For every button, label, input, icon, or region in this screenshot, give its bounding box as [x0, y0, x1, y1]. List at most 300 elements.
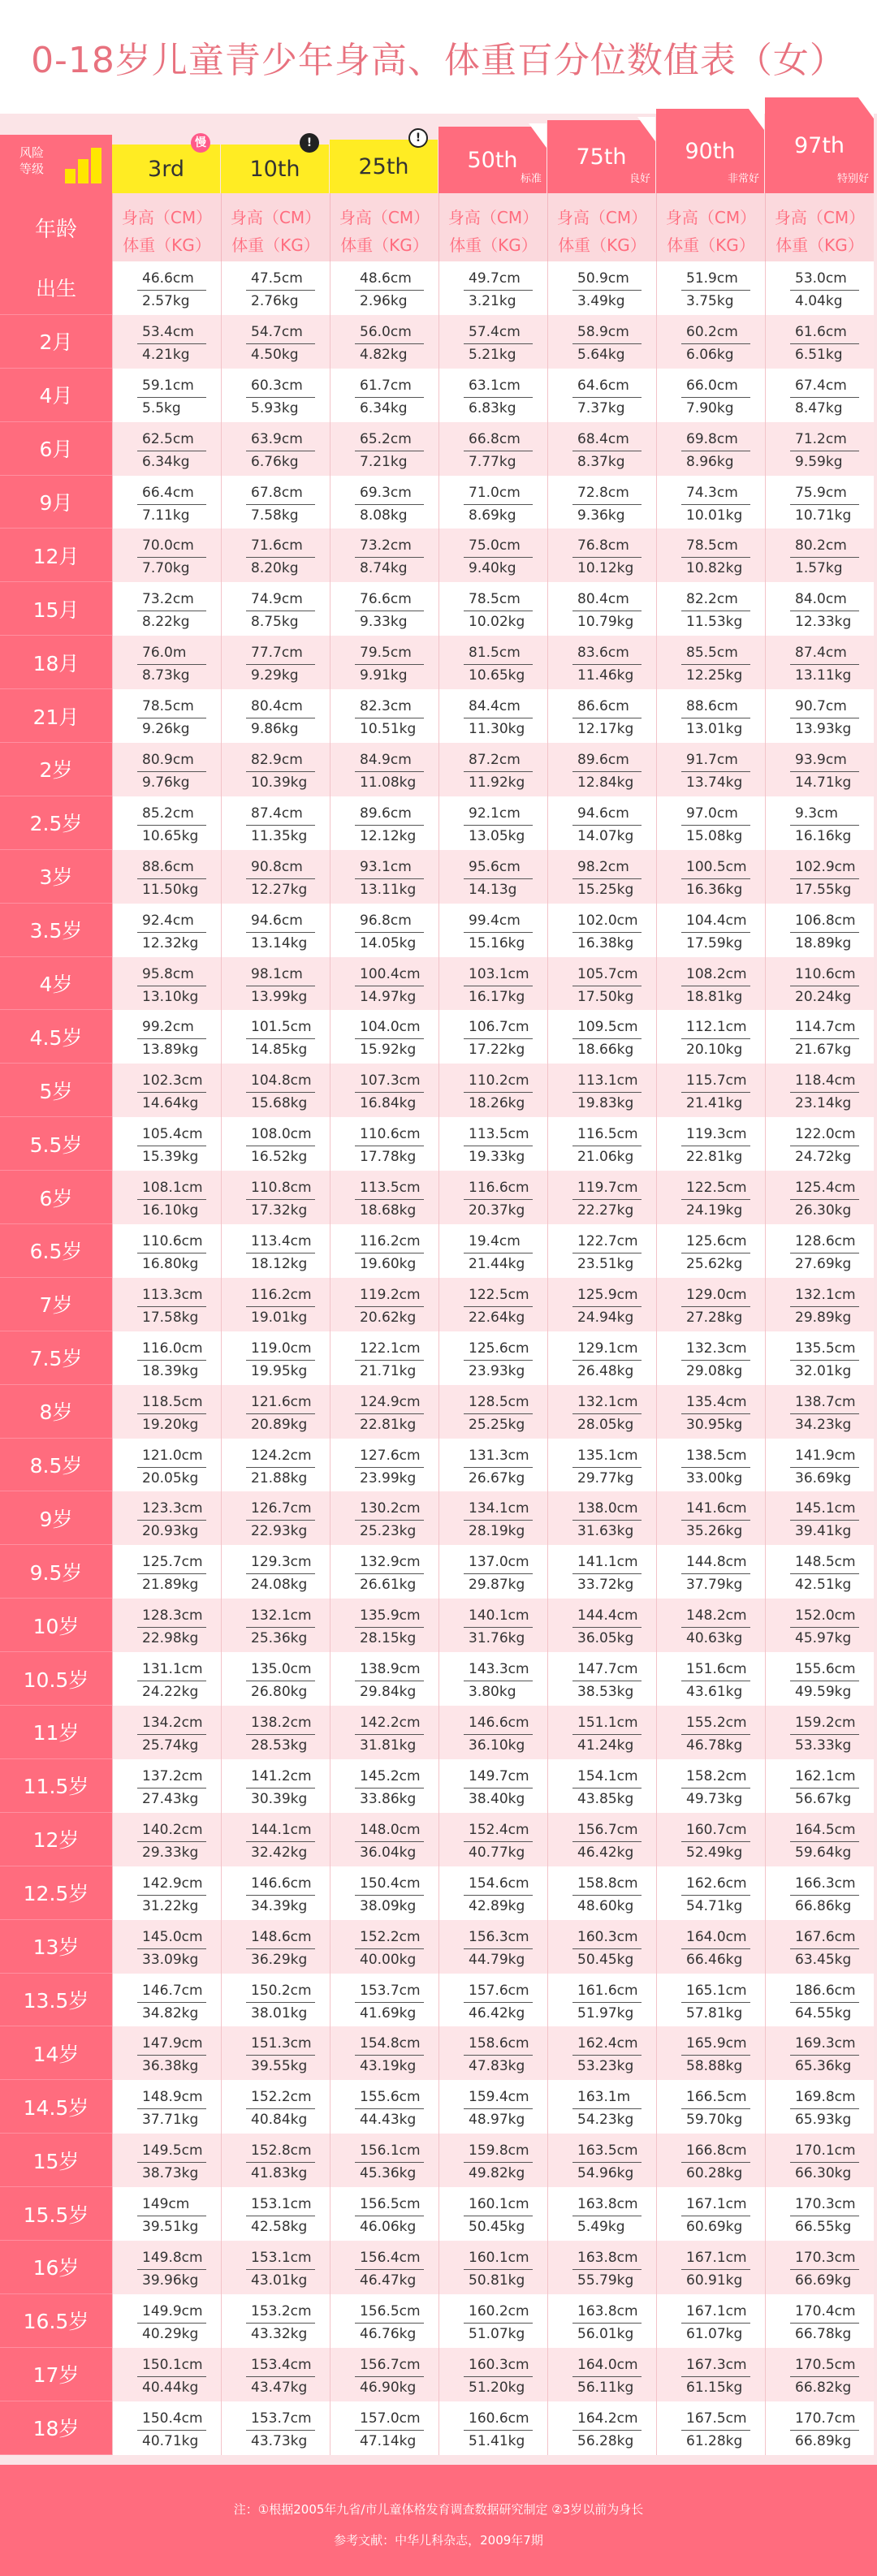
weight-value: 63.45kg	[795, 1951, 852, 1968]
height-value: 77.7cm	[251, 645, 303, 662]
cell-divider	[137, 1467, 206, 1468]
weight-value: 4.82kg	[360, 346, 408, 363]
value-cell	[656, 2241, 765, 2294]
value-cell	[221, 2080, 330, 2134]
weight-value: 8.22kg	[142, 614, 190, 631]
height-value: 135.4cm	[686, 1393, 747, 1410]
height-value: 138.2cm	[251, 1715, 312, 1732]
weight-value: 36.05kg	[577, 1630, 634, 1647]
cell-divider	[355, 2002, 424, 2003]
height-value: 122.7cm	[577, 1233, 638, 1250]
value-cell	[656, 369, 765, 422]
value-cell	[221, 1117, 330, 1171]
cell-divider	[355, 290, 424, 291]
height-value: 89.6cm	[577, 752, 629, 769]
height-value: 82.9cm	[251, 752, 303, 769]
percentile-tag: 特别好	[836, 173, 869, 185]
cell-divider	[355, 1360, 424, 1361]
table-row	[0, 743, 877, 796]
weight-value: 40.00kg	[360, 1951, 417, 1968]
cell-divider	[355, 1841, 424, 1842]
weight-value: 2.96kg	[360, 293, 408, 309]
weight-value: 50.45kg	[469, 2219, 525, 2236]
weight-value: 19.60kg	[360, 1256, 417, 1273]
weight-value: 13.99kg	[251, 988, 308, 1005]
weight-value: 21.71kg	[360, 1362, 417, 1379]
weight-value: 16.10kg	[142, 1202, 199, 1219]
weight-value: 42.89kg	[469, 1897, 525, 1914]
height-value: 149.7cm	[469, 1767, 529, 1784]
height-value: 170.7cm	[795, 2410, 856, 2427]
weight-value: 21.44kg	[469, 1256, 525, 1273]
cell-divider	[572, 932, 642, 933]
weight-value: 25.25kg	[469, 1416, 525, 1433]
cell-divider	[355, 2108, 424, 2109]
weight-value: 25.36kg	[251, 1630, 308, 1647]
height-value: 98.1cm	[251, 965, 303, 982]
weight-value: 51.07kg	[469, 2325, 525, 2342]
height-value: 155.6cm	[795, 1661, 856, 1678]
age-cell: 7.5岁	[0, 1331, 112, 1385]
cell-divider	[681, 1520, 750, 1521]
value-cell	[221, 2187, 330, 2241]
value-cell	[112, 2241, 221, 2294]
cell-divider	[137, 1841, 206, 1842]
table-row	[0, 796, 877, 850]
weight-value: 14.71kg	[795, 775, 852, 792]
cell-divider	[464, 1413, 533, 1414]
value-cell	[547, 1652, 656, 1706]
cell-divider	[464, 2430, 533, 2431]
height-value: 156.3cm	[469, 1928, 529, 1945]
value-cell	[765, 1920, 874, 1974]
value-cell	[112, 2401, 221, 2455]
weight-value: 12.25kg	[686, 667, 743, 684]
height-label: 身高（CM）	[121, 208, 213, 227]
value-cell	[221, 1278, 330, 1331]
value-cell	[765, 369, 874, 422]
cell-divider	[355, 2323, 424, 2324]
cell-divider	[790, 1360, 859, 1361]
weight-value: 32.01kg	[795, 1362, 852, 1379]
value-cell	[438, 2348, 547, 2401]
weight-value: 43.61kg	[686, 1684, 743, 1701]
value-cell	[438, 1064, 547, 1117]
age-cell: 3岁	[0, 850, 112, 904]
weight-value: 49.59kg	[795, 1684, 852, 1701]
value-cell	[330, 529, 438, 582]
cell-divider	[681, 2269, 750, 2270]
value-cell	[112, 689, 221, 743]
value-cell	[547, 2134, 656, 2187]
age-cell: 8岁	[0, 1385, 112, 1439]
age-cell: 5.5岁	[0, 1117, 112, 1171]
weight-value: 26.30kg	[795, 1202, 852, 1219]
height-value: 156.4cm	[360, 2249, 421, 2266]
cell-divider	[572, 1948, 642, 1949]
height-value: 124.2cm	[251, 1447, 312, 1464]
value-cell	[438, 689, 547, 743]
height-value: 152.2cm	[360, 1928, 421, 1945]
value-cell	[765, 2401, 874, 2455]
age-cell: 18岁	[0, 2401, 112, 2455]
value-cell	[112, 1706, 221, 1759]
value-cell	[330, 369, 438, 422]
cell-divider	[246, 290, 315, 291]
weight-value: 20.89kg	[251, 1416, 308, 1433]
height-value: 108.2cm	[686, 965, 747, 982]
weight-value: 37.79kg	[686, 1577, 743, 1594]
height-value: 153.1cm	[251, 2196, 312, 2213]
value-cell	[330, 2294, 438, 2348]
cell-divider	[464, 1092, 533, 1093]
height-value: 90.7cm	[795, 698, 847, 715]
height-value: 167.5cm	[686, 2410, 747, 2427]
weight-value: 9.40kg	[469, 560, 516, 577]
height-value: 69.8cm	[686, 430, 738, 447]
weight-value: 7.37kg	[577, 399, 625, 416]
height-value: 151.3cm	[251, 2035, 312, 2052]
weight-value: 6.34kg	[360, 399, 408, 416]
value-cell	[547, 261, 656, 315]
value-cell	[765, 636, 874, 689]
weight-label: 体重（KG）	[123, 235, 211, 255]
cell-divider	[246, 1467, 315, 1468]
height-value: 123.3cm	[142, 1500, 203, 1517]
value-cell	[438, 1010, 547, 1064]
cell-divider	[355, 1467, 424, 1468]
value-cell	[765, 1278, 874, 1331]
height-value: 113.3cm	[142, 1286, 203, 1303]
value-cell	[547, 1117, 656, 1171]
weight-value: 5.21kg	[469, 346, 516, 363]
height-value: 47.5cm	[251, 270, 303, 287]
value-cell	[112, 315, 221, 369]
value-cell	[765, 850, 874, 904]
value-cell	[547, 529, 656, 582]
cell-divider	[790, 1734, 859, 1735]
weight-value: 18.66kg	[577, 1042, 634, 1059]
height-value: 135.9cm	[360, 1607, 421, 1625]
weight-value: 20.93kg	[142, 1523, 199, 1540]
weight-value: 19.33kg	[469, 1149, 525, 1166]
value-cell	[112, 1920, 221, 1974]
age-cell: 9.5岁	[0, 1545, 112, 1599]
value-cell	[656, 2080, 765, 2134]
value-cell	[330, 1278, 438, 1331]
value-cell	[765, 1331, 874, 1385]
percentile-label: 3rd	[148, 156, 184, 182]
height-value: 147.9cm	[142, 2035, 203, 2052]
value-cell	[330, 957, 438, 1011]
height-value: 148.5cm	[795, 1554, 856, 1571]
height-value: 79.5cm	[360, 645, 412, 662]
value-cell	[112, 1599, 221, 1652]
age-cell: 5岁	[0, 1064, 112, 1117]
cell-divider	[464, 1734, 533, 1735]
cell-divider	[681, 1038, 750, 1039]
value-cell	[330, 2026, 438, 2080]
value-cell	[221, 422, 330, 476]
height-value: 116.0cm	[142, 1340, 203, 1357]
cell-divider	[681, 825, 750, 826]
weight-value: 40.44kg	[142, 2379, 199, 2396]
height-value: 110.8cm	[251, 1180, 312, 1197]
value-cell	[765, 582, 874, 636]
value-cell	[221, 689, 330, 743]
value-cell	[656, 1599, 765, 1652]
height-value: 146.6cm	[251, 1875, 312, 1892]
weight-value: 7.77kg	[469, 453, 516, 470]
cell-divider	[355, 1948, 424, 1949]
weight-value: 60.91kg	[686, 2272, 743, 2289]
weight-value: 61.07kg	[686, 2325, 743, 2342]
value-cell	[112, 1010, 221, 1064]
value-cell	[656, 1064, 765, 1117]
weight-value: 8.69kg	[469, 507, 516, 524]
cell-divider	[355, 771, 424, 772]
age-cell: 4岁	[0, 957, 112, 1011]
height-value: 131.1cm	[142, 1661, 203, 1678]
table-row	[0, 1599, 877, 1652]
weight-value: 65.93kg	[795, 2112, 852, 2129]
height-value: 134.2cm	[142, 1715, 203, 1732]
height-value: 110.6cm	[795, 965, 856, 982]
cell-divider	[246, 771, 315, 772]
value-cell	[112, 1866, 221, 1920]
age-cell: 14.5岁	[0, 2080, 112, 2134]
table-row	[0, 315, 877, 369]
height-value: 170.3cm	[795, 2196, 856, 2213]
cell-divider	[137, 2376, 206, 2377]
height-value: 163.1m	[577, 2089, 631, 2106]
age-cell: 6岁	[0, 1171, 112, 1224]
age-column-header: 年龄	[0, 193, 112, 261]
height-value: 108.1cm	[142, 1180, 203, 1197]
table-body	[0, 261, 877, 2455]
height-value: 84.9cm	[360, 752, 412, 769]
percentile-header-3rd	[112, 136, 220, 193]
value-cell	[112, 2294, 221, 2348]
height-value: 104.0cm	[360, 1019, 421, 1036]
cell-divider	[464, 1520, 533, 1521]
height-value: 100.4cm	[360, 965, 421, 982]
value-cell	[438, 1278, 547, 1331]
cell-divider	[137, 1734, 206, 1735]
percentile-label: 90th	[685, 138, 736, 164]
value-cell	[765, 1064, 874, 1117]
cell-divider	[464, 504, 533, 505]
weight-value: 39.51kg	[142, 2219, 199, 2236]
weight-value: 44.43kg	[360, 2112, 417, 2129]
weight-label: 体重（KG）	[231, 235, 320, 255]
height-value: 61.6cm	[795, 323, 847, 340]
height-value: 149.9cm	[142, 2302, 203, 2319]
value-cell	[221, 529, 330, 582]
cell-divider	[246, 2162, 315, 2163]
cell-divider	[572, 397, 642, 398]
cell-divider	[355, 1520, 424, 1521]
value-cell	[438, 261, 547, 315]
weight-value: 10.51kg	[360, 721, 417, 738]
value-cell	[112, 1117, 221, 1171]
height-value: 130.2cm	[360, 1500, 421, 1517]
weight-value: 38.53kg	[577, 1684, 634, 1701]
value-cell	[656, 2026, 765, 2080]
weight-value: 9.91kg	[360, 667, 408, 684]
height-value: 145.2cm	[360, 1767, 421, 1784]
percentile-header-97th	[765, 97, 874, 193]
cell-divider	[572, 878, 642, 879]
value-cell	[438, 796, 547, 850]
weight-value: 9.86kg	[251, 721, 299, 738]
height-value: 154.6cm	[469, 1875, 529, 1892]
height-value: 50.9cm	[577, 270, 629, 287]
height-value: 170.1cm	[795, 2142, 856, 2160]
weight-value: 46.42kg	[577, 1844, 634, 1861]
weight-value: 9.36kg	[577, 507, 625, 524]
weight-value: 36.10kg	[469, 1737, 525, 1754]
percentile-table	[0, 97, 877, 2455]
value-cell	[765, 2026, 874, 2080]
value-cell	[221, 1439, 330, 1492]
height-value: 103.1cm	[469, 965, 529, 982]
age-cell: 4.5岁	[0, 1010, 112, 1064]
weight-value: 10.79kg	[577, 614, 634, 631]
value-cell	[438, 904, 547, 957]
cell-divider	[355, 664, 424, 665]
height-value: 129.3cm	[251, 1554, 312, 1571]
height-value: 125.9cm	[577, 1286, 638, 1303]
weight-value: 66.89kg	[795, 2432, 852, 2449]
cell-divider	[572, 1627, 642, 1628]
value-cell	[112, 743, 221, 796]
weight-value: 27.28kg	[686, 1309, 743, 1326]
height-value: 19.4cm	[469, 1233, 521, 1250]
height-value: 161.6cm	[577, 1982, 638, 1999]
cell-divider	[790, 878, 859, 879]
weight-label: 体重（KG）	[558, 235, 646, 255]
height-value: 137.2cm	[142, 1767, 203, 1784]
cell-divider	[572, 2269, 642, 2270]
height-value: 135.1cm	[577, 1447, 638, 1464]
height-value: 158.6cm	[469, 2035, 529, 2052]
cell-divider	[137, 397, 206, 398]
cell-divider	[572, 825, 642, 826]
cell-divider	[137, 290, 206, 291]
height-value: 167.6cm	[795, 1928, 856, 1945]
cell-divider	[137, 343, 206, 344]
value-cell	[221, 1545, 330, 1599]
height-value: 46.6cm	[142, 270, 194, 287]
weight-value: 23.93kg	[469, 1362, 525, 1379]
weight-value: 35.26kg	[686, 1523, 743, 1540]
weight-value: 11.30kg	[469, 721, 525, 738]
weight-value: 15.39kg	[142, 1149, 199, 1166]
cell-divider	[137, 2162, 206, 2163]
cell-divider	[790, 397, 859, 398]
height-value: 138.7cm	[795, 1393, 856, 1410]
cell-divider	[464, 664, 533, 665]
height-value: 66.0cm	[686, 377, 738, 394]
weight-value: 18.81kg	[686, 988, 743, 1005]
height-value: 122.5cm	[686, 1180, 747, 1197]
height-value: 74.9cm	[251, 591, 303, 608]
weight-value: 29.84kg	[360, 1684, 417, 1701]
height-value: 78.5cm	[686, 537, 738, 554]
value-cell	[656, 476, 765, 529]
weight-value: 8.75kg	[251, 614, 299, 631]
cell-divider	[137, 2002, 206, 2003]
weight-value: 13.14kg	[251, 934, 308, 951]
weight-value: 6.06kg	[686, 346, 734, 363]
value-cell	[547, 1545, 656, 1599]
weight-value: 60.28kg	[686, 2165, 743, 2182]
height-value: 54.7cm	[251, 323, 303, 340]
weight-value: 29.89kg	[795, 1309, 852, 1326]
age-cell: 出生	[0, 261, 112, 315]
table-row	[0, 1866, 877, 1920]
value-cell	[221, 904, 330, 957]
value-cell	[656, 957, 765, 1011]
weight-value: 10.82kg	[686, 560, 743, 577]
height-value: 116.6cm	[469, 1180, 529, 1197]
weight-value: 9.26kg	[142, 721, 190, 738]
weight-value: 4.04kg	[795, 293, 843, 309]
cell-divider	[137, 504, 206, 505]
height-value: 131.3cm	[469, 1447, 529, 1464]
cell-divider	[137, 2055, 206, 2056]
weight-value: 16.16kg	[795, 827, 852, 844]
weight-value: 36.69kg	[795, 1469, 852, 1486]
table-row	[0, 1331, 877, 1385]
value-cell	[547, 1010, 656, 1064]
cell-divider	[790, 1038, 859, 1039]
age-cell: 14岁	[0, 2026, 112, 2080]
weight-value: 15.68kg	[251, 1095, 308, 1112]
value-cell	[112, 2080, 221, 2134]
height-value: 125.7cm	[142, 1554, 203, 1571]
weight-value: 25.62kg	[686, 1256, 743, 1273]
cell-divider	[464, 2323, 533, 2324]
weight-value: 42.51kg	[795, 1577, 852, 1594]
age-cell: 11岁	[0, 1706, 112, 1759]
height-value: 113.5cm	[360, 1180, 421, 1197]
height-value: 70.0cm	[142, 537, 194, 554]
cell-divider	[681, 1467, 750, 1468]
cell-divider	[681, 397, 750, 398]
height-value: 128.5cm	[469, 1393, 529, 1410]
height-value: 155.6cm	[360, 2089, 421, 2106]
weight-value: 6.83kg	[469, 399, 516, 416]
cell-divider	[246, 1360, 315, 1361]
value-cell	[112, 2026, 221, 2080]
value-cell	[330, 1331, 438, 1385]
cell-divider	[464, 2002, 533, 2003]
height-value: 119.0cm	[251, 1340, 312, 1357]
value-cell	[547, 1920, 656, 1974]
cell-divider	[790, 343, 859, 344]
value-cell	[547, 743, 656, 796]
value-cell	[765, 1439, 874, 1492]
weight-value: 3.80kg	[469, 1684, 516, 1701]
height-value: 85.2cm	[142, 805, 194, 822]
cell-divider	[355, 504, 424, 505]
value-cell	[221, 315, 330, 369]
weight-value: 61.28kg	[686, 2432, 743, 2449]
value-cell	[112, 636, 221, 689]
weight-value: 47.14kg	[360, 2432, 417, 2449]
